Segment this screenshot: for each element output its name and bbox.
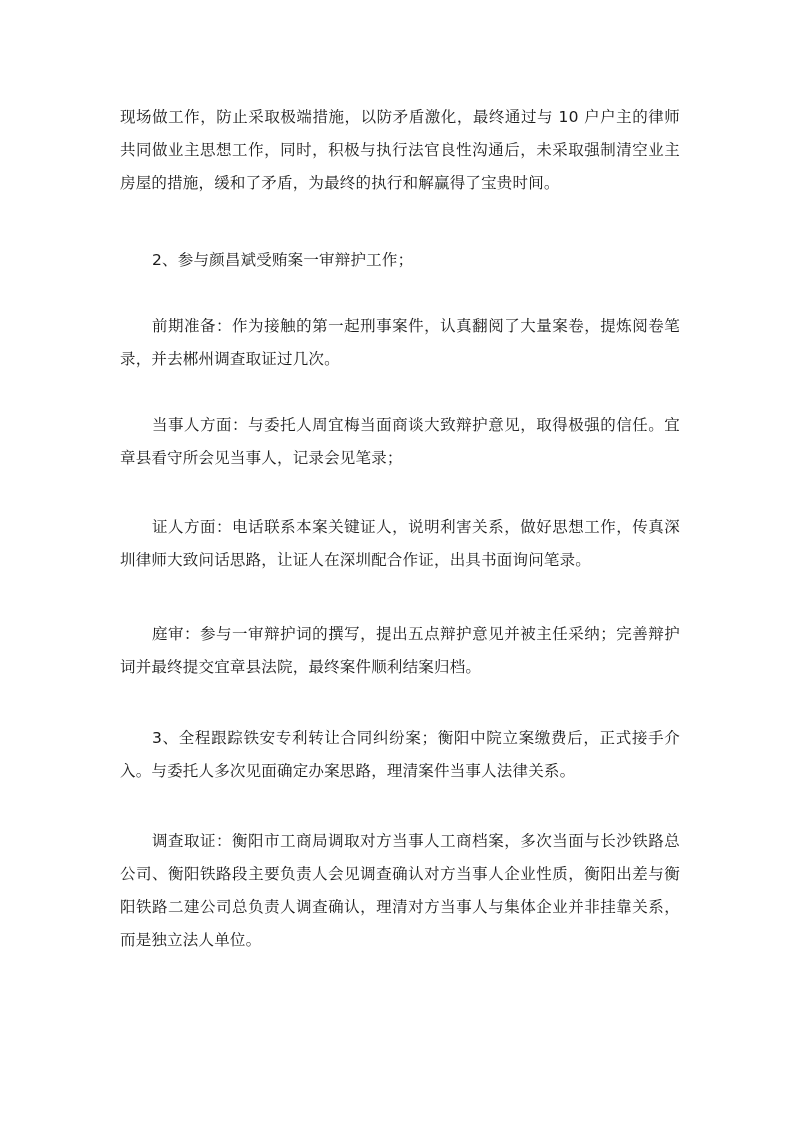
text-line: 3、全程跟踪铁安专利转让合同纠纷案；衡阳中院立案缴费后，正式接手介 [152, 729, 680, 747]
text-line: 当事人方面：与委托人周宜梅当面商谈大致辩护意见，取得极强的信任。宜 [152, 416, 680, 434]
paragraph-client-aspect [120, 409, 680, 475]
text-line: 证人方面：电话联系本案关键证人，说明利害关系，做好思想工作，传真深 [152, 518, 680, 536]
text-line: 而是独立法人单位。 [120, 931, 262, 949]
paragraph-preparation [120, 310, 680, 376]
text-line: 圳律师大致问话思路，让证人在深圳配合作证，出具书面询问笔录。 [120, 551, 592, 569]
paragraph-item-3 [120, 722, 680, 788]
paragraph-trial [120, 618, 680, 684]
text-line: 庭审：参与一审辩护词的撰写，提出五点辩护意见并被主任采纳；完善辩护 [152, 625, 680, 643]
paragraph-item-2-heading [120, 244, 680, 277]
text-line: 公司、衡阳铁路段主要负责人会见调查确认对方当事人企业性质，衡阳出差与衡 [120, 865, 680, 883]
text-line: 录，并去郴州调查取证过几次。 [120, 350, 340, 368]
paragraph-witness-aspect [120, 511, 680, 577]
text-line: 前期准备：作为接触的第一起刑事案件，认真翻阅了大量案卷，提炼阅卷笔 [152, 317, 680, 335]
text-line: 共同做业主思想工作，同时，积极与执行法官良性沟通后，未采取强制清空业主 [120, 141, 680, 159]
paragraph-investigation [120, 825, 680, 957]
text-line: 调查取证：衡阳市工商局调取对方当事人工商档案，多次当面与长沙铁路总 [152, 832, 680, 850]
text-line: 入。与委托人多次见面确定办案思路，理清案件当事人法律关系。 [120, 762, 576, 780]
paragraph-execution-mediation [120, 101, 680, 200]
text-line: 词并最终提交宜章县法院，最终案件顺利结案归档。 [120, 658, 482, 676]
text-line: 现场做工作，防止采取极端措施，以防矛盾激化，最终通过与 10 户户主的律师 [120, 108, 680, 126]
text-line: 章县看守所会见当事人，记录会见笔录； [120, 449, 403, 467]
text-line: 2、参与颜昌斌受贿案一审辩护工作； [152, 251, 414, 269]
text-line: 房屋的措施，缓和了矛盾，为最终的执行和解赢得了宝贵时间。 [120, 174, 560, 192]
text-line: 阳铁路二建公司总负责人调查确认，理清对方当事人与集体企业并非挂靠关系， [120, 898, 680, 916]
